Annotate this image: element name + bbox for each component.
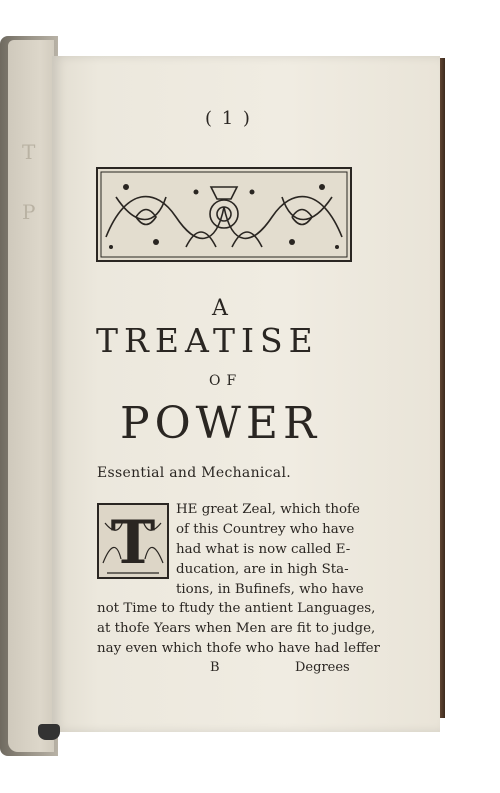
- paragraph-line: had what is now called E-: [176, 542, 351, 557]
- catchword: Degrees: [295, 660, 350, 675]
- decorated-initial-icon: [97, 503, 169, 579]
- title-a: A: [212, 296, 230, 321]
- left-page: [8, 40, 54, 752]
- title-power: POWER: [120, 398, 322, 449]
- left-page-ghost-text: T: [22, 140, 36, 164]
- title-of: OF: [209, 373, 243, 389]
- subtitle: Essential and Mechanical.: [97, 465, 291, 481]
- signature-mark: B: [210, 660, 220, 675]
- paragraph-line: tions, in Bufinefs, who have: [176, 582, 364, 597]
- bookmark-ribbon: [38, 724, 60, 740]
- left-page-ghost-text: P: [22, 200, 36, 224]
- dropcap-letter: T: [110, 508, 156, 578]
- paragraph-line: HE great Zeal, which thofe: [176, 502, 360, 517]
- page-number: ( 1 ): [205, 108, 252, 129]
- paragraph-line: ducation, are in high Sta-: [176, 562, 349, 577]
- paragraph-line: nay even which thofe who have had leffer: [97, 641, 380, 656]
- paragraph-line: of this Countrey who have: [176, 522, 355, 537]
- floral-headpiece-icon: [96, 167, 352, 262]
- title-treatise: TREATISE: [96, 321, 319, 360]
- paragraph-line: not Time to ftudy the antient Languages,: [97, 601, 376, 616]
- paragraph-line: at thofe Years when Men are fit to judge,: [97, 621, 376, 636]
